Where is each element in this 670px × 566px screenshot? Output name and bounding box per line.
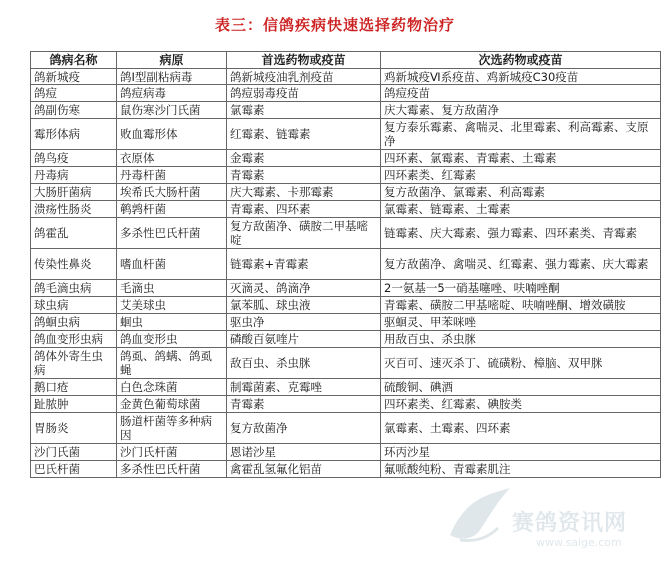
cell-pathogen: 嗜血杆菌 bbox=[117, 249, 227, 280]
cell-first-choice: 庆大霉素、卡那霉素 bbox=[227, 184, 381, 201]
cell-disease: 丹毒病 bbox=[31, 167, 117, 184]
cell-second-choice: 2一氨基一5一硝基噻唑、呋喃唑酮 bbox=[381, 280, 661, 297]
table-row bbox=[31, 413, 661, 444]
cell-pathogen: 艾美球虫 bbox=[117, 297, 227, 314]
cell-disease: 巴氏杆菌 bbox=[31, 461, 117, 478]
cell-second-choice: 四环素、氯霉素、青霉素、土霉素 bbox=[381, 150, 661, 167]
cell-pathogen: 鼠伤寒沙门氏菌 bbox=[117, 102, 227, 119]
header-pathogen: 病原 bbox=[117, 52, 227, 69]
table-row bbox=[31, 249, 661, 280]
cell-disease: 沙门氏菌 bbox=[31, 444, 117, 461]
table-row bbox=[31, 396, 661, 413]
cell-disease: 大肠肝菌病 bbox=[31, 184, 117, 201]
cell-second-choice: 四环素类、红霉素、碘胺类 bbox=[381, 396, 661, 413]
cell-disease: 鹅口疮 bbox=[31, 379, 117, 396]
cell-second-choice: 氯霉素、链霉素、土霉素 bbox=[381, 201, 661, 218]
cell-pathogen: 鹌鹑杆菌 bbox=[117, 201, 227, 218]
cell-first-choice: 氯苯胍、球虫液 bbox=[227, 297, 381, 314]
cell-pathogen: 多杀性巴氏杆菌 bbox=[117, 461, 227, 478]
cell-pathogen: 多杀性巴氏杆菌 bbox=[117, 218, 227, 249]
cell-first-choice: 制霉菌素、克霉唑 bbox=[227, 379, 381, 396]
cell-disease: 鸽副伤寒 bbox=[31, 102, 117, 119]
cell-second-choice: 复方敌菌净、禽喘灵、红霉素、强力霉素、庆大霉素 bbox=[381, 249, 661, 280]
table-row bbox=[31, 69, 661, 85]
header-first-choice: 首选药物或疫苗 bbox=[227, 52, 381, 69]
cell-first-choice: 恩诺沙星 bbox=[227, 444, 381, 461]
cell-second-choice: 复方敌菌净、氯霉素、利高霉素 bbox=[381, 184, 661, 201]
table-row bbox=[31, 314, 661, 331]
table-row bbox=[31, 167, 661, 184]
watermark-text: 赛鸽资讯网 bbox=[512, 511, 628, 536]
cell-first-choice: 金霉素 bbox=[227, 150, 381, 167]
cell-first-choice: 青霉素 bbox=[227, 167, 381, 184]
cell-second-choice: 硫酸铜、碘酒 bbox=[381, 379, 661, 396]
cell-first-choice: 灭滴灵、鸽滴净 bbox=[227, 280, 381, 297]
cell-first-choice: 复方敌菌净 bbox=[227, 413, 381, 444]
table-row bbox=[31, 102, 661, 119]
cell-first-choice: 鸽痘弱毒疫苗 bbox=[227, 85, 381, 102]
cell-second-choice: 四环素类、红霉素 bbox=[381, 167, 661, 184]
cell-disease: 球虫病 bbox=[31, 297, 117, 314]
cell-pathogen: 埃希氏大肠杆菌 bbox=[117, 184, 227, 201]
table-row bbox=[31, 444, 661, 461]
cell-pathogen: 衣原体 bbox=[117, 150, 227, 167]
cell-disease: 胃肠炎 bbox=[31, 413, 117, 444]
table-row bbox=[31, 297, 661, 314]
cell-second-choice: 青霉素、磺胺二甲基嘧啶、呋喃唑酮、增效磺胺 bbox=[381, 297, 661, 314]
cell-second-choice: 氯霉素、土霉素、四环素 bbox=[381, 413, 661, 444]
cell-second-choice: 复方泰乐霉素、禽喘灵、北里霉素、利高霉素、支原净 bbox=[381, 119, 661, 150]
pigeon-logo-icon bbox=[440, 480, 520, 560]
cell-pathogen: 鸽痘病毒 bbox=[117, 85, 227, 102]
table-row bbox=[31, 184, 661, 201]
cell-second-choice: 鸡新城疫Ⅵ系疫苗、鸡新城疫C30疫苗 bbox=[381, 69, 661, 85]
cell-disease: 鸽痘 bbox=[31, 85, 117, 102]
cell-pathogen: 白色念珠菌 bbox=[117, 379, 227, 396]
cell-disease: 鸽新城疫 bbox=[31, 69, 117, 85]
cell-first-choice: 敌百虫、杀虫脒 bbox=[227, 348, 381, 379]
table-row bbox=[31, 331, 661, 348]
cell-second-choice: 链霉素、庆大霉素、强力霉素、四环素类、青霉素 bbox=[381, 218, 661, 249]
table-row bbox=[31, 280, 661, 297]
cell-second-choice: 灭百可、速灭杀丁、硫磺粉、樟脑、双甲脒 bbox=[381, 348, 661, 379]
page-title: 表三：信鸽疾病快速选择药物治疗 bbox=[214, 16, 455, 34]
header-disease: 鸽病名称 bbox=[31, 52, 117, 69]
cell-second-choice: 用敌百虫、杀虫脒 bbox=[381, 331, 661, 348]
table-row bbox=[31, 348, 661, 379]
cell-first-choice: 复方敌菌净、磺胺二甲基嘧啶 bbox=[227, 218, 381, 249]
cell-second-choice: 氟哌酸纯粉、青霉素肌注 bbox=[381, 461, 661, 478]
watermark bbox=[440, 480, 670, 566]
cell-second-choice: 鸽痘疫苗 bbox=[381, 85, 661, 102]
cell-first-choice: 驱虫净 bbox=[227, 314, 381, 331]
cell-first-choice: 红霉素、链霉素 bbox=[227, 119, 381, 150]
cell-first-choice: 青霉素 bbox=[227, 396, 381, 413]
cell-second-choice: 环丙沙星 bbox=[381, 444, 661, 461]
cell-first-choice: 青霉素、四环素 bbox=[227, 201, 381, 218]
table-row bbox=[31, 150, 661, 167]
cell-first-choice: 禽霍乱氢氟化铝苗 bbox=[227, 461, 381, 478]
cell-first-choice: 氯霉素 bbox=[227, 102, 381, 119]
table-row bbox=[31, 461, 661, 478]
watermark-url: www.saige.com bbox=[536, 536, 622, 549]
cell-first-choice: 鸽新城疫油乳剂疫苗 bbox=[227, 69, 381, 85]
cell-disease: 趾脓肿 bbox=[31, 396, 117, 413]
cell-second-choice: 驱蛔灵、甲苯咪唑 bbox=[381, 314, 661, 331]
cell-pathogen: 败血霉形体 bbox=[117, 119, 227, 150]
table-header-row bbox=[31, 52, 661, 69]
cell-second-choice: 庆大霉素、复方敌菌净 bbox=[381, 102, 661, 119]
cell-disease: 鸽鸟疫 bbox=[31, 150, 117, 167]
table-row bbox=[31, 85, 661, 102]
cell-disease: 鸽蛔虫病 bbox=[31, 314, 117, 331]
cell-first-choice: 磷酸百氨喹片 bbox=[227, 331, 381, 348]
cell-disease: 传染性鼻炎 bbox=[31, 249, 117, 280]
medicine-table bbox=[30, 51, 661, 478]
cell-disease: 鸽毛滴虫病 bbox=[31, 280, 117, 297]
cell-pathogen: 金黄色葡萄球菌 bbox=[117, 396, 227, 413]
cell-pathogen: 蛔虫 bbox=[117, 314, 227, 331]
cell-pathogen: 鸽Ⅰ型副粘病毒 bbox=[117, 69, 227, 85]
cell-pathogen: 鸽虱、鸽螨、鸽虱蝇 bbox=[117, 348, 227, 379]
cell-first-choice: 链霉素+青霉素 bbox=[227, 249, 381, 280]
table-row bbox=[31, 201, 661, 218]
table-row bbox=[31, 119, 661, 150]
table-row bbox=[31, 379, 661, 396]
cell-disease: 霉形体病 bbox=[31, 119, 117, 150]
table-row bbox=[31, 218, 661, 249]
cell-disease: 鸽血变形虫病 bbox=[31, 331, 117, 348]
cell-disease: 鸽霍乱 bbox=[31, 218, 117, 249]
cell-pathogen: 沙门氏杆菌 bbox=[117, 444, 227, 461]
cell-pathogen: 鸽血变形虫 bbox=[117, 331, 227, 348]
cell-pathogen: 丹毒杆菌 bbox=[117, 167, 227, 184]
cell-pathogen: 毛滴虫 bbox=[117, 280, 227, 297]
cell-disease: 溃疡性肠炎 bbox=[31, 201, 117, 218]
header-second-choice: 次选药物或疫苗 bbox=[381, 52, 661, 69]
cell-disease: 鸽体外寄生虫病 bbox=[31, 348, 117, 379]
cell-pathogen: 肠道杆菌等多种病因 bbox=[117, 413, 227, 444]
